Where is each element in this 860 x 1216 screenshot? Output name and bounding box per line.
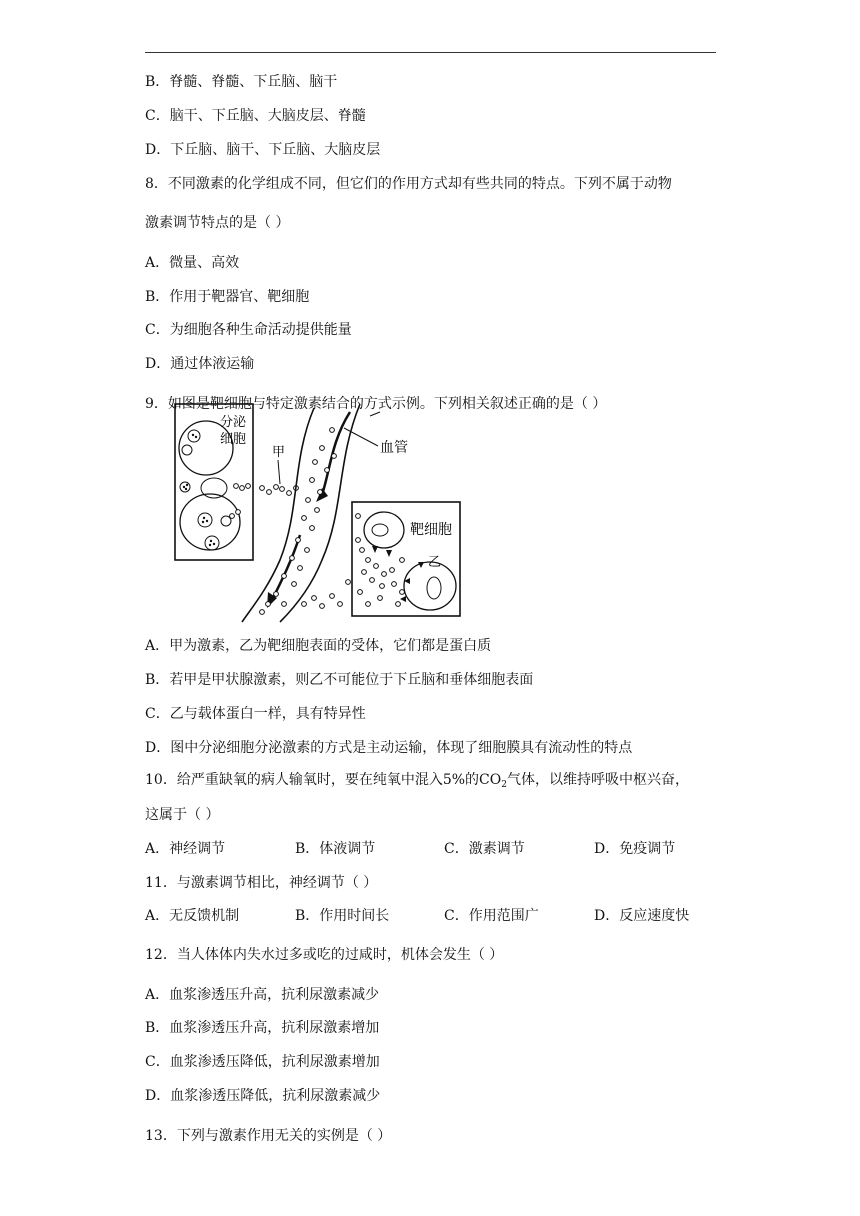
q9-option-d: D．图中分泌细胞分泌激素的方式是主动运输，体现了细胞膜具有流动性的特点: [145, 740, 633, 756]
q7-option-c: C．脑干、下丘脑、大脑皮层、脊髓: [145, 108, 366, 124]
q10-stem-post: 气体，以维持呼吸中枢兴奋，: [506, 772, 689, 788]
q7-option-d: D．下丘脑、脑干、下丘脑、大脑皮层: [145, 142, 381, 158]
q8-option-d: D．通过体液运输: [145, 356, 255, 372]
q8-stem-line1: 8．不同激素的化学组成不同，但它们的作用方式却有些共同的特点。下列不属于动物: [145, 176, 672, 192]
q10-stem-line2: 这属于（ ）: [145, 807, 220, 823]
label-target: 靶细胞: [410, 522, 452, 538]
q11-option-d: D．反应速度快: [594, 908, 690, 924]
label-secretory-1: 分泌: [220, 415, 247, 430]
header-rule: [145, 52, 716, 53]
q12-stem: 12．当人体体内失水过多或吃的过咸时，机体会发生（ ）: [145, 947, 504, 963]
q9-option-c: C．乙与载体蛋白一样，具有特异性: [145, 706, 366, 722]
q12-option-b: B．血浆渗透压升高，抗利尿激素增加: [145, 1020, 380, 1036]
label-vessel: 血管: [380, 440, 408, 456]
target-cell-upper: [364, 512, 404, 548]
q10-option-c: C．激素调节: [444, 841, 525, 857]
q8-option-c: C．为细胞各种生命活动提供能量: [145, 322, 352, 338]
q11-option-c: C．作用范围广: [444, 908, 539, 924]
q10-stem-pre: 10．给严重缺氧的病人输氧时，要在纯氧中混入5%的CO: [145, 772, 502, 788]
label-yi: 乙: [428, 555, 442, 570]
q12-option-c: C．血浆渗透压降低，抗利尿激素增加: [145, 1054, 380, 1070]
q9-stem: 9．如图是靶细胞与特定激素结合的方式示例。下列相关叙述正确的是（ ）: [145, 396, 607, 412]
q9-option-b: B．若甲是甲状腺激素，则乙不可能位于下丘脑和垂体细胞表面: [145, 672, 534, 688]
q11-option-b: B．作用时间长: [295, 908, 390, 924]
q10-option-d: D．免疫调节: [594, 841, 676, 857]
q11-stem: 11．与激素调节相比，神经调节（ ）: [145, 875, 378, 891]
q8-stem-line2: 激素调节特点的是（ ）: [145, 215, 290, 231]
q7-option-b: B．脊髓、脊髓、下丘脑、脑干: [145, 74, 338, 90]
q10-option-b: B．体液调节: [295, 841, 376, 857]
q8-option-a: A．微量、高效: [145, 255, 240, 271]
q10-option-a: A．神经调节: [145, 841, 226, 857]
q12-option-d: D．血浆渗透压降低，抗利尿激素减少: [145, 1088, 381, 1104]
q10-subscript: 2: [501, 780, 507, 790]
label-jia: 甲: [272, 445, 286, 460]
hormone-binding-figure: [172, 400, 472, 625]
receptor-marks: [372, 546, 424, 602]
q13-stem: 13．下列与激素作用无关的实例是（ ）: [145, 1128, 392, 1144]
q8-option-b: B．作用于靶器官、靶细胞: [145, 289, 310, 305]
q12-option-a: A．血浆渗透压升高，抗利尿激素减少: [145, 987, 380, 1003]
q11-option-a: A．无反馈机制: [145, 908, 240, 924]
label-secretory-2: 细胞: [220, 432, 247, 447]
q9-option-a: A．甲为激素，乙为靶细胞表面的受体，它们都是蛋白质: [145, 638, 492, 654]
q10-stem-line1: [145, 770, 689, 795]
